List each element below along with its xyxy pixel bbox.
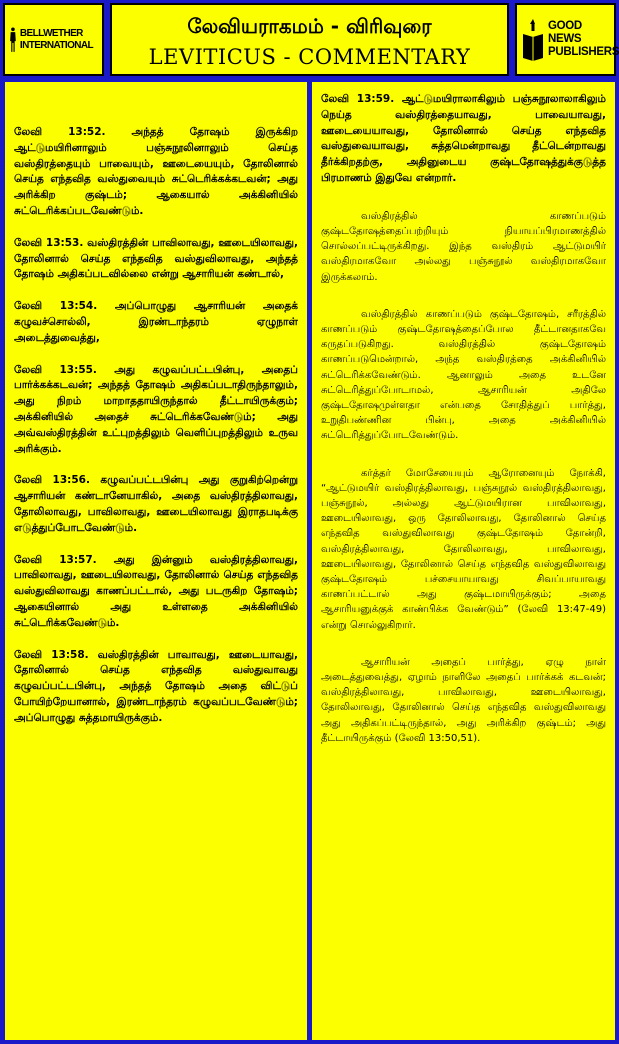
good-news-logo-text: GOOD NEWS PUBLISHERS — [548, 20, 619, 58]
verse-13-54: லேவி 13:54. அப்பொழுது ஆசாரியன் அதைக் கழுவச்சொல்லி, இரண்டாந்தரம் ஏழுநாள் அடைத்துவைத்து, — [14, 300, 298, 344]
left-column — [5, 82, 307, 1040]
bellwether-figure-icon — [9, 17, 17, 63]
page-title-tamil: லேவியராகமம் - விரிவுரை — [187, 14, 432, 38]
verse-13-55: லேவி 13:55. அது கழுவப்பட்டபின்பு, அதைப் பார்க்கக்கடவன்; அந்தத் தோஷம் அதிகப்படாதிருந்தாலும், அது நிறம் மாறாததாயிருந்தால் தீட்டாயிருக்கும்; அக்கினியில் அதைச் சுட்டெரிக்கவேண்டும்; அது அவ்வஸ்திரத்தின் உட்புறத்திலும் வெளிப்புறத்திலும் உருவ அரிக்கும். — [14, 363, 298, 455]
verse-13-56: லேவி 13:56. கழுவப்பட்டபின்பு அது குறுகிற்றென்று ஆசாரியன் கண்டானேயாகில், அதை வஸ்திரத்திலாவது, தோலிலாவது, பாவிலாவது, ஊடையிலாவது இராதபடிக்கு எடுத்துப்போடவேண்டும். — [14, 474, 298, 534]
verse-13-58: லேவி 13:58. வஸ்திரத்தின் பாவாவது, ஊடையாவது, தோலினால் செய்த எந்தவித வஸ்துவாவது கழுவப்பட்டபின்பு, அந்தத் தோஷம் அதை விட்டுப் போயிற்றேயானால், இரண்டாந்தரம் கழுவப்படவேண்டும்; அப்பொழுது சுத்தமாயிருக்கும். — [14, 648, 298, 724]
commentary-paragraph-2: வஸ்திரத்தில் காணப்படும் குஷ்டதோஷம், சரீரத்தில் காணப்படும் குஷ்டதோஷத்தைப்போல தீட்டானதாகவே கருதப்படுகிறது. வஸ்திரத்தில் குஷ்டதோஷம் காணப்படுமென்றால், அந்த வஸ்திரத்தை அக்கினியில் சுட்டெரிக்கவேண்டும். ஆனாலும் அதை உடனே சுட்டெரித்துப்போடாமல், ஆசாரியன் அதிலே குஷ்டதோஷமுள்ளதா என்பதை சோதித்துப் பார்த்து, உறுதிபண்ணின பின்பு, அதை அக்கினியில் சுட்டெரித்துப்போடவேண்டும். — [321, 308, 606, 442]
commentary-paragraph-4: ஆசாரியன் அதைப் பார்த்து, ஏழு நாள் அடைத்துவைத்து, ஏழாம் நாளிலே அதைப் பார்க்கக் கடவன்; வஸ்திரத்திலாவது, பாவிலாவது, ஊடையிலாவது, தோலிலாவது, தோலினால் செய்த எந்தவித வஸ்துவிலாவது அது அதிகப்பட்டிருந்தால், அது அரிக்கிற குஷ்டம்; அது தீட்டாயிருக்கும் (லேவி 13:50,51). — [321, 656, 606, 744]
good-news-book-icon — [521, 18, 545, 62]
page-title-english: LEVITICUS - COMMENTARY — [148, 45, 471, 69]
verse-13-53: லேவி 13:53. வஸ்திரத்தின் பாவிலாவது, ஊடையிலாவது, தோலினால் செய்த எந்தவித வஸ்துவிலாவது, அந்தத் தோஷம் அதிகப்படவில்லை என்று ஆசாரியன் கண்டால், — [14, 236, 298, 281]
commentary-paragraph-1: வஸ்திரத்தில் காணப்படும் குஷ்டதோஷத்தைப்பற்றியும் நியாயப்பிரமாணத்தில் சொல்லப்பட்டிருக்கிறது. இந்த வஸ்திரம் ஆட்டுமயிர் வஸ்திரமாகவோ அல்லது பஞ்சுநூல் வஸ்திரமாகவோ இருக்கலாம். — [321, 210, 606, 283]
good-news-logo — [515, 3, 619, 76]
bellwether-logo — [3, 3, 104, 76]
verse-13-57: லேவி 13:57. அது இன்னும் வஸ்திரத்திலாவது, பாவிலாவது, ஊடையிலாவது, தோலினால் செய்த எந்தவித வஸ்துவிலாவது காணப்பட்டால், அது படருகிற தோஷம்; ஆகையினால் அது உள்ளதை அக்கினியில் சுட்டெரிக்கவேண்டும். — [14, 553, 298, 629]
bellwether-logo-text: BELLWETHER INTERNATIONAL — [19, 27, 94, 51]
verse-13-52: லேவி 13:52. அந்தத் தோஷம் இருக்கிற ஆட்டுமயிரினாலும் பஞ்சுநூலினாலும் செய்த வஸ்திரத்தையும் பாவையும், ஊடையையும், தோலினால் செய்த எந்தவித வஸ்துவையும் சுட்டெரிக்கக்கடவன்; அது அரிக்கிற குஷ்டம்; ஆகையால் அக்கினியில் சுட்டெரிக்கப்படவேண்டும். — [14, 126, 298, 217]
title-banner — [110, 3, 509, 76]
right-column — [312, 82, 615, 1040]
commentary-paragraph-3: கர்த்தர் மோசேயையும் ஆரோனையும் நோக்கி, “ஆட்டுமயிர் வஸ்திரத்திலாவது, பஞ்சுநூல் வஸ்திரத்திலாவது, பஞ்சுநூல், அல்லது ஆட்டுமயிரான பாவிலாவது, ஊடையிலாவது, ஒரு தோலிலாவது, தோலினால் செய்த எந்தவித வஸ்துவிலாவது குஷ்டதோஷம் தோன்றி, வஸ்திரத்திலாவது, தோலிலாவது, பாவிலாவது, ஊடையிலாவது, தோலினால் செய்த எந்தவித வஸ்துவிலாவது குஷ்டதோஷம் பச்சையாயாவது சிவப்பாயாவது காணப்பட்டால் அது குஷ்டமாயிருக்கும்; அதை ஆசாரியனுக்குக் காண்பிக்க வேண்டும்” (லேவி 13:47-49) என்று சொல்லுகிறார். — [321, 467, 606, 631]
verse-13-59: லேவி 13:59. ஆட்டுமயிராலாகிலும் பஞ்சுநூலாலாகிலும் நெய்த வஸ்திரத்தையாவது, பாவையாவது, ஊடையையாவது, தோலினால் செய்த எந்தவித வஸ்துவையாவது, சுத்தமென்றாவது தீட்டென்றாவது தீர்க்கிறதற்கு, அதினுடைய குஷ்டதோஷத்துக்குடுத்த பிரமாணம் இதுவே என்றார். — [321, 93, 606, 184]
